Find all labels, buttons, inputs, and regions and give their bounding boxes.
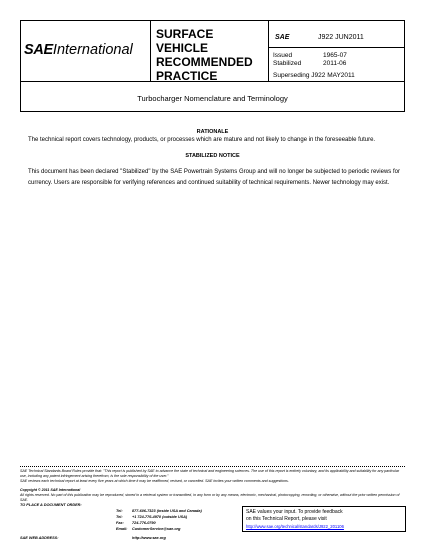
- feedback-link[interactable]: http://www.sae.org/technical/standards/J922_201106: [246, 524, 344, 529]
- rationale-heading: RATIONALE: [196, 129, 229, 135]
- contact-key: Tel:: [116, 515, 123, 519]
- document-number: J922 JUN2011: [318, 34, 364, 41]
- header-divider: [268, 20, 269, 82]
- footer-separator: [20, 466, 405, 467]
- superseding-note: Superseding J922 MAY2011: [273, 72, 355, 79]
- web-address-label: SAE WEB ADDRESS:: [20, 536, 59, 540]
- header-divider: [150, 20, 151, 82]
- contact-key: Fax:: [116, 521, 124, 525]
- rights-notice: All rights reserved. No part of this publication may be reproduced, stored in a retrieval system or transmitted, in any form or by any means, electronic, mechanical, photocopying, recording, or otherwise, without the prior written permission of SAE.: [20, 493, 400, 502]
- rationale-text: The technical report covers technology, products, or processes which are mature and not likely to change in the foreseeable future.: [28, 137, 376, 143]
- standards-board-rules: SAE Technical Standards Board Rules provide that: "This report is published by SAE to advance the state of technical and engineering sciences. The use of this report is entirely voluntary, and its applicability and suitability for any particular use, including any patent infringement arising therefrom, is the sole responsibility of the user.": [20, 469, 400, 478]
- sae-mark: SAE: [275, 34, 290, 41]
- issued-value: 1965-07: [323, 52, 347, 59]
- contact-phone-international[interactable]: +1 724-776-4970 (outside USA): [132, 515, 188, 519]
- feedback-text: SAE values your input. To provide feedback: [246, 509, 343, 515]
- contact-key: Email:: [116, 527, 128, 531]
- issued-label: Issued: [273, 52, 293, 59]
- contact-email-link[interactable]: CustomerService@sae.org: [132, 527, 181, 531]
- stabilized-label: Stabilized: [273, 60, 302, 67]
- contact-fax: 724-776-0790: [132, 521, 156, 525]
- contact-key: Tel:: [116, 509, 123, 513]
- document-category: SURFACE VEHICLE RECOMMENDED PRACTICE: [156, 27, 253, 83]
- copyright-line: Copyright © 2011 SAE International: [20, 488, 81, 492]
- feedback-text: on this Technical Report, please visit: [246, 516, 327, 522]
- stabilized-notice-text: This document has been declared "Stabilized" by the SAE Powertrain Systems Group and will no longer be subjected to periodic reviews for currency. Users are responsible for verifying references and continued suitability of technical requirements. Newer technology may exist.: [28, 169, 400, 186]
- document-title: Turbocharger Nomenclature and Terminology: [137, 94, 288, 103]
- contact-phone-domestic[interactable]: 877-606-7323 (inside USA and Canada): [132, 509, 202, 513]
- stabilized-value: 2011-06: [323, 60, 347, 67]
- web-address-link[interactable]: http://www.sae.org: [132, 536, 166, 540]
- order-label: TO PLACE A DOCUMENT ORDER:: [20, 503, 82, 507]
- header-divider: [268, 47, 405, 48]
- review-notice: SAE reviews each technical report at least every five years at which time it may be reaffirmed, revised, or cancelled. SAE invites your written comments and suggestions.: [20, 479, 289, 483]
- sae-international-logo: SAEInternational: [24, 42, 133, 58]
- stabilized-notice-heading: STABILIZED NOTICE: [185, 153, 240, 159]
